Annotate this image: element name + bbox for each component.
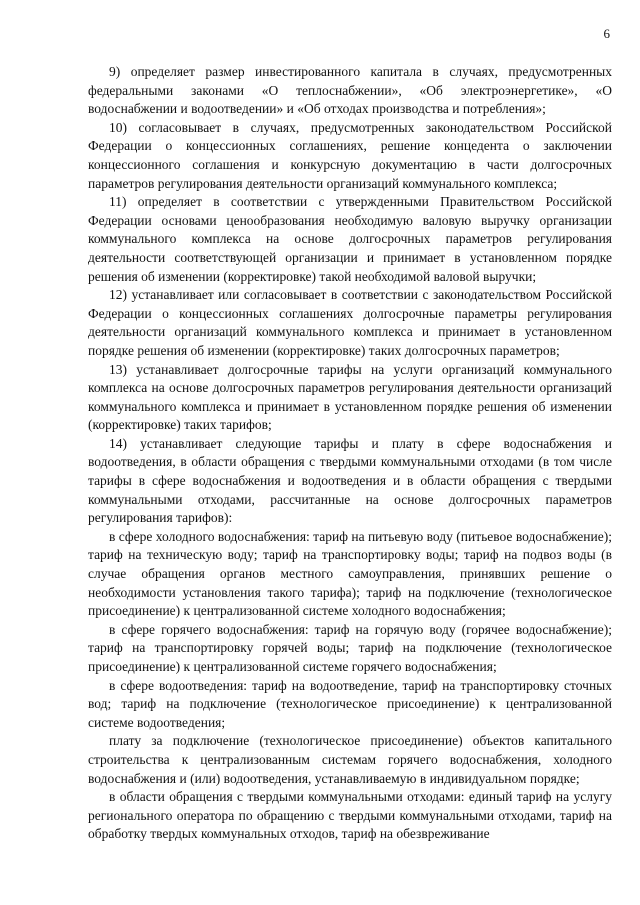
page-number: 6: [603, 26, 610, 41]
paragraph-item-14: 14) устанавливает следующие тарифы и плату в сфере водоснабжения и водоотведения, в области обращения с твердыми коммунальными отходами (в том числе тарифы в сфере водоснабжения и водоотведения и в области обращения с твердыми коммунальными отходами, рассчитанные на основе долгосрочных параметров регулирования тарифов):: [88, 435, 612, 526]
paragraph-item-12: 12) устанавливает или согласовывает в соответствии с законодательством Российской Федерации о концессионных соглашениях долгосрочные параметры регулирования деятельности организаций коммунального комплекса и принимает в установленном порядке решения об изменении (корректировке) таких долгосрочных параметров;: [88, 287, 612, 358]
paragraph-water-disposal: в сфере водоотведения: тариф на водоотведение, тариф на транспортировку сточных вод; тариф на подключение (технологическое присоединение) к централизованной системе водоотведения;: [88, 677, 612, 730]
paragraph-hot-water-supply: в сфере горячего водоснабжения: тариф на горячую воду (горячее водоснабжение); тариф на транспортировку горячей воды; тариф на подключение (технологическое присоединение) к централизованной системе горячего водоснабжения;: [88, 621, 612, 674]
document-body: [88, 63, 612, 844]
paragraph-item-13: 13) устанавливает долгосрочные тарифы на услуги организаций коммунального комплекса на основе долгосрочных параметров регулирования деятельности организаций коммунального комплекса и принимает в установленном порядке решения об изменении (корректировке) таких тарифов;: [88, 361, 612, 433]
paragraph-connection-fee: плату за подключение (технологическое присоединение) объектов капитального строительства к централизованным системам горячего водоснабжения, холодного водоснабжения и (или) водоотведения, устанавливаемую в индивидуальном порядке;: [88, 733, 612, 786]
paragraph-cold-water-supply: в сфере холодного водоснабжения: тариф на питьевую воду (питьевое водоснабжение); тариф на техническую воду; тариф на транспортировку воды; тариф на подвоз воды (в случае обращения органов местного самоуправления, принявших решение о необходимости установления такого тарифа); тариф на подключение (технологическое присоединение) к централизованной системе холодного водоснабжения;: [88, 528, 612, 619]
paragraph-item-10: 10) согласовывает в случаях, предусмотренных законодательством Российской Федерации о концессионных соглашениях, решение концедента о заключении концессионного соглашения и конкурсную документацию в части долгосрочных параметров регулирования деятельности организаций коммунального комплекса;: [88, 119, 612, 191]
paragraph-item-9: 9) определяет размер инвестированного капитала в случаях, предусмотренных федеральными законами «О теплоснабжении», «Об электроэнергетике», «О водоснабжении и водоотведении» и «Об отходах производства и потребления»;: [88, 64, 612, 117]
paragraph-item-11: 11) определяет в соответствии с утвержденными Правительством Российской Федерации основами ценообразования необходимую валовую выручку организации коммунального комплекса на основе долгосрочных параметров регулирования деятельности соответствующей организации и принимает в установленном порядке решения об изменении (корректировке) такой необходимой валовой выручки;: [88, 194, 612, 284]
paragraph-solid-waste: в области обращения с твердыми коммунальными отходами: единый тариф на услугу регионального оператора по обращению с твердыми коммунальными отходами, тариф на обработку твердых коммунальных отходов, тариф на обезвреживание: [88, 789, 612, 842]
